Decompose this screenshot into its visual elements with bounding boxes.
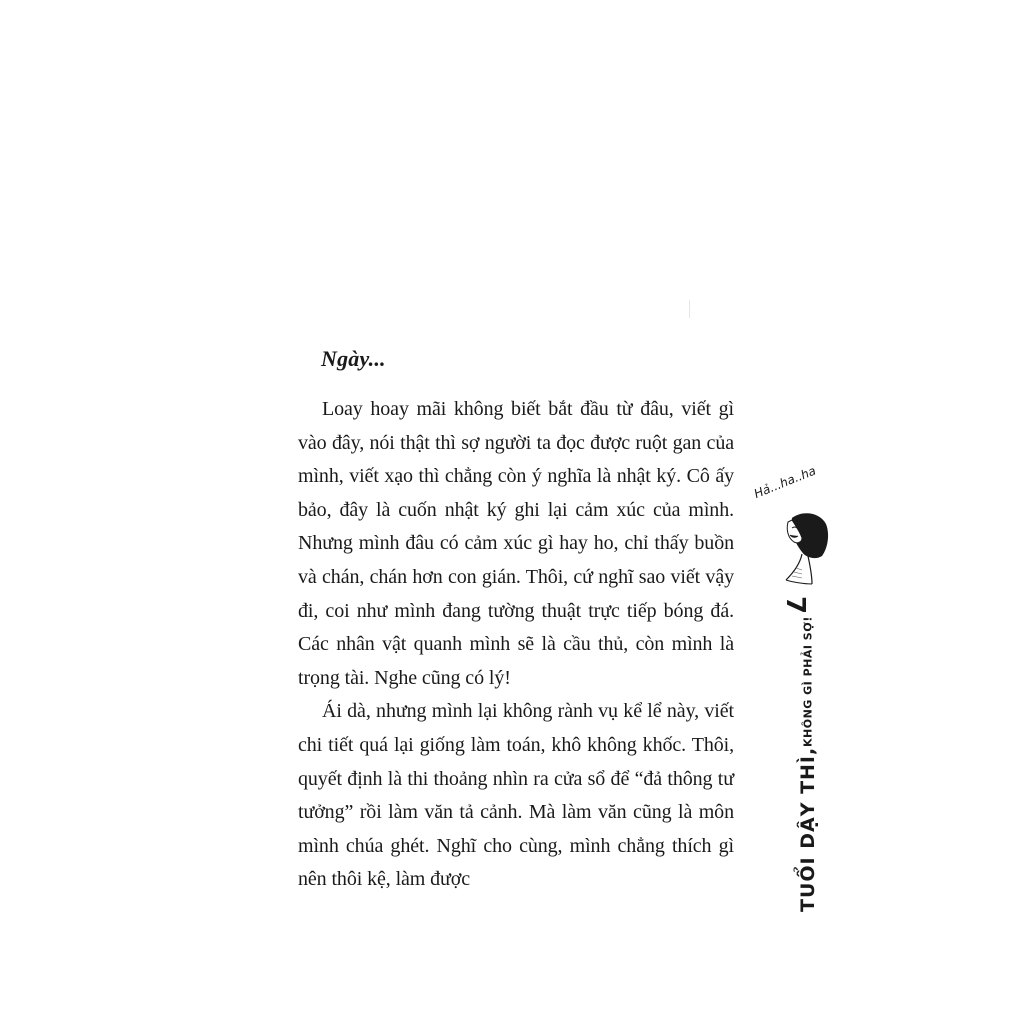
paragraph-1: Loay hoay mãi không biết bắt đầu từ đâu, viết gì vào đây, nói thật thì sợ người ta đọc được ruột gan của mình, viết xạo thì chẳng còn ý nghĩa là nhật ký. Cô ấy bảo, đây là cuốn nhật ký ghi lại cảm xúc của mình. Nhưng mình đâu có cảm xúc gì hay ho, chỉ thấy buồn và chán, chán hơn con gián. Thôi, cứ nghĩ sao viết vậy đi, coi như mình đang tường thuật trực tiếp bóng đá. Các nhân vật quanh mình sẽ là cầu thủ, còn mình là trọng tài. Nghe cũng có lý! xyxy=(298,398,734,689)
laughing-girl-icon xyxy=(772,508,832,588)
body-text xyxy=(298,393,734,897)
page-speck xyxy=(689,300,690,318)
page-number: 7 xyxy=(780,595,810,615)
diary-heading: Ngày... xyxy=(321,346,386,371)
paragraph-2: Ái dà, nhưng mình lại không rành vụ kể lể này, viết chi tiết quá lại giống làm toán, khô không khốc. Thôi, quyết định là thi thoảng nhìn ra cửa sổ để “đả thông tư tưởng” rồi làm văn tả cảnh. Mà làm văn cũng là môn mình chúa ghét. Nghĩ cho cùng, mình chẳng thích gì nên thôi kệ, làm được xyxy=(298,700,734,891)
laugh-text: Hả...ha..ha xyxy=(752,463,818,501)
book-title-sub: KHÔNG GÌ PHẢI SỢ! xyxy=(801,615,815,747)
running-book-title xyxy=(797,615,819,912)
book-title-main: TUỔI DẬY THÌ, xyxy=(797,746,819,912)
